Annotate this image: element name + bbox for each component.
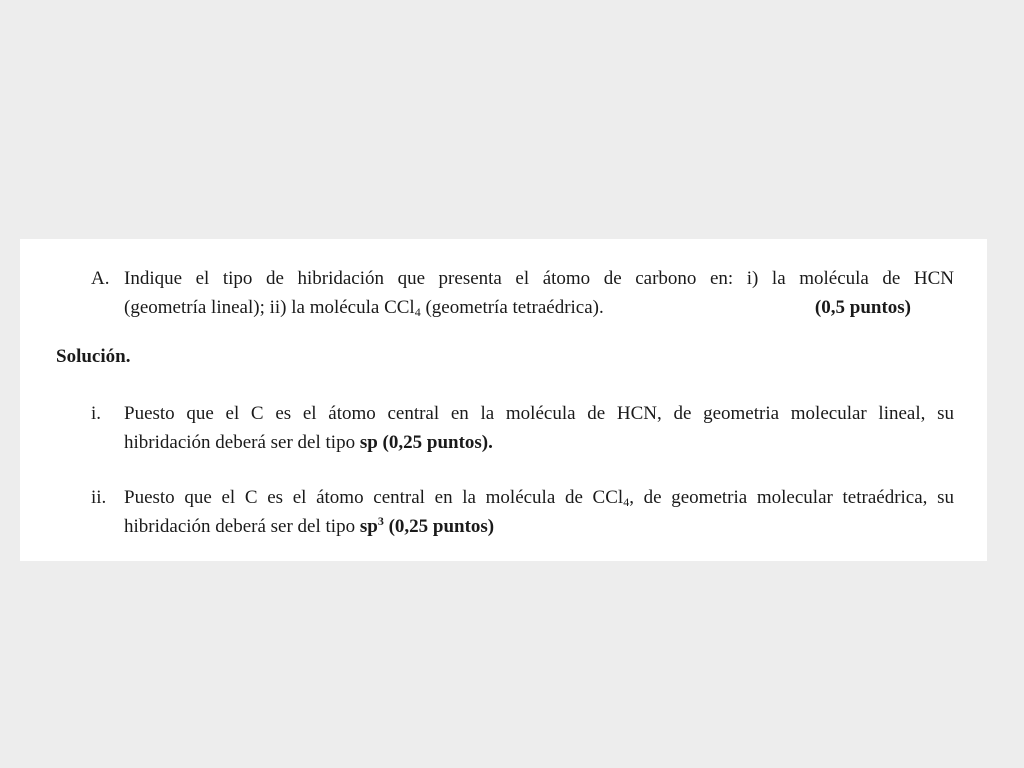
- answer-line-2: [124, 428, 954, 457]
- question-points: (0,5 puntos): [814, 297, 911, 318]
- question-line-2: [124, 293, 911, 322]
- answer-bold-part: (0,25 puntos): [383, 516, 495, 537]
- question-line-1: [124, 264, 954, 293]
- answer-text: , de geometria molecular tetraédrica, su: [629, 487, 954, 508]
- answer-body: [124, 399, 954, 457]
- superscript-3: 3: [377, 514, 384, 528]
- answer-line-1: Puesto que el C es el átomo central en la molécula de HCN, de geometria molecular lineal, su: [124, 403, 954, 424]
- answer-bold: [360, 516, 494, 537]
- question-text-part: (geometría tetraédrica).: [420, 297, 604, 318]
- question-line-1-text: Indique el tipo de hibridación que presenta el átomo de carbono en: i) la molécula de HCN: [124, 268, 954, 289]
- answer-marker: i.: [91, 403, 102, 424]
- answer-i: [91, 399, 954, 457]
- solution-heading: Solución.: [56, 346, 131, 367]
- answer-line-2: [124, 512, 954, 541]
- answer-bold-part: sp: [359, 516, 378, 537]
- question-a: [91, 264, 954, 322]
- answer-bold: sp (0,25 puntos).: [359, 432, 493, 453]
- answer-line-1: [124, 483, 954, 512]
- question-line-2-text: [124, 293, 604, 322]
- answer-text: hibridación deberá ser del tipo: [124, 516, 360, 537]
- subscript-4: 4: [623, 495, 630, 509]
- document-page: [20, 239, 987, 561]
- answer-body: [124, 483, 954, 541]
- answer-ii: [91, 483, 954, 541]
- question-marker: A.: [91, 268, 110, 289]
- answer-text: hibridación deberá ser del tipo: [124, 432, 360, 453]
- answer-marker: ii.: [91, 487, 107, 508]
- question-text-part: (geometría lineal); ii) la molécula CCl: [124, 297, 415, 318]
- answer-text: Puesto que el C es el átomo central en la molécula de CCl: [124, 487, 624, 508]
- subscript-4: 4: [414, 305, 421, 319]
